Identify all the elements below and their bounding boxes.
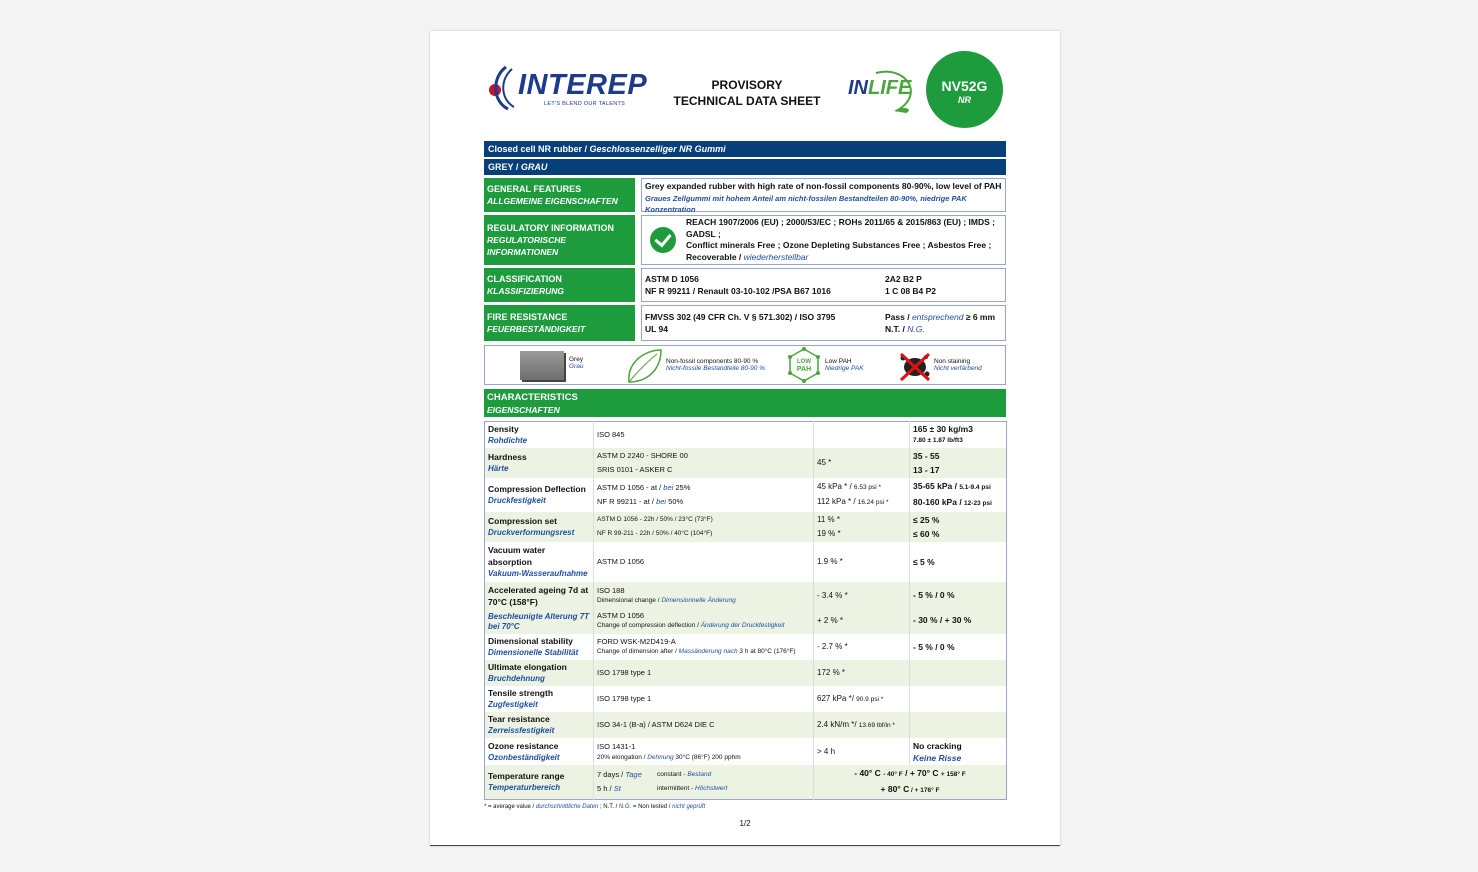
requirement-sub: 7.80 ± 1.87 lb/ft3 — [913, 437, 963, 444]
value-sub: 90.9 psi * — [856, 695, 884, 703]
general-features-value — [641, 178, 1006, 212]
temp-2bde: Höchstwert — [694, 785, 728, 792]
method-b: 25% — [673, 483, 691, 492]
fire-label-en: FIRE RESISTANCE — [487, 312, 568, 322]
method-2: ASTM D 1056 — [597, 610, 645, 620]
table-row — [485, 686, 1007, 712]
cls-label-en: CLASSIFICATION — [487, 274, 562, 284]
value-a: 45 kPa * / — [817, 482, 854, 491]
gf-text-en: Grey expanded rubber with high rate of non-fossil components 80-90%, low level of PAH — [645, 181, 1002, 191]
footnote — [484, 804, 1006, 810]
regulatory-information — [484, 215, 1006, 265]
param-name-de: Ozonbeständigkeit — [488, 752, 560, 762]
fire-label-de: FEUERBESTÄNDIGKEIT — [487, 324, 586, 334]
material-de: Geschlossenzelliger NR Gummi — [589, 144, 726, 154]
param-name-de: Druckverformungsrest — [488, 528, 575, 537]
material-en: Closed cell NR rubber / — [488, 144, 590, 154]
requirement-2: ≤ 60 % — [913, 529, 940, 539]
fire-c2a — [885, 312, 995, 324]
fn-a-de: durchschnittliche Daten — [535, 804, 599, 810]
temp-2de: St — [613, 784, 621, 793]
requirement — [910, 660, 1007, 686]
method: ASTM D 1056 — [594, 542, 814, 582]
value: 45 * — [817, 458, 832, 467]
requirement-2: 13 - 17 — [913, 465, 940, 475]
title-line2: TECHNICAL DATA SHEET — [673, 94, 821, 108]
value: 172 % * — [814, 660, 910, 686]
fire-c2a-en: Pass / — [885, 312, 912, 322]
cls-c2b: 1 C 08 B4 P2 — [885, 285, 937, 296]
value — [814, 422, 910, 449]
method: ASTM D 2240 - SHORE 00 — [597, 451, 688, 460]
method-desc-c: 3 h at 80°C (176°F) — [737, 648, 796, 655]
fn-b: ; N.T. / — [598, 804, 619, 810]
param-name: Compression set — [488, 516, 557, 526]
method: ISO 34-1 (B-a) / ASTM D624 DIE C — [594, 712, 814, 738]
requirement-2 — [913, 495, 1003, 511]
pah-logo-b: PAH — [796, 366, 812, 373]
table-row — [485, 765, 1007, 800]
classification-value — [641, 268, 1006, 302]
inlife-logo — [846, 65, 924, 115]
requirement: 35 - 55 — [913, 451, 940, 461]
requirement-2: - 30 % / + 30 % — [913, 615, 972, 625]
value-sub: 6.53 psi * — [853, 484, 882, 491]
fire-c2b-de: N.G. — [907, 323, 925, 334]
table-row — [485, 512, 1007, 542]
temp-s1b: + 158° F — [940, 771, 966, 778]
gf-label-en: GENERAL FEATURES — [487, 184, 582, 194]
param-name: Tensile strength — [488, 688, 554, 698]
method — [597, 481, 810, 495]
requirement: 165 ± 30 kg/m3 — [913, 424, 973, 434]
gf-label-de: ALLGEMEINE EIGENSCHAFTEN — [487, 196, 618, 206]
param-name: Dimensional stability — [488, 636, 574, 646]
table-row — [485, 422, 1007, 449]
reg-line3 — [686, 252, 1002, 264]
grey-en: Grey — [569, 356, 584, 363]
reg-line3-en: Recoverable / — [686, 251, 744, 262]
method-2-desc-en: Change of compression deflection / — [597, 621, 701, 629]
param-name-de: Druckfestigkeit — [488, 496, 546, 505]
method-desc-de: Massänderung nach — [678, 648, 738, 655]
method: ISO 1798 type 1 — [594, 660, 814, 686]
reg-line1: REACH 1907/2006 (EU) ; 2000/53/EC ; ROHs 2011/65 & 2015/863 (EU) ; IMDS ; GADSL ; — [686, 217, 995, 239]
header — [484, 31, 1006, 139]
method: ISO 1431-1 — [597, 741, 636, 751]
param-name-de: Beschleunigte Alterung 7T bei 70°C — [488, 612, 590, 631]
param-name: Hardness — [488, 452, 527, 462]
fn-b-de: N.G. — [618, 804, 632, 810]
logo-word: INTEREP — [518, 69, 648, 101]
param-name: Ultimate elongation — [488, 662, 567, 672]
param-name-de: Dimensionelle Stabilität — [488, 648, 579, 657]
method-desc-en: Dimensional change / — [597, 596, 662, 604]
pah-en: Low PAH — [825, 358, 852, 365]
fire-c1a: FMVSS 302 (49 CFR Ch. V § 571.302) / ISO 3795 — [645, 312, 836, 322]
param-name: Tear resistance — [488, 714, 550, 724]
check-icon — [650, 227, 676, 253]
param-name: Ozone resistance — [488, 740, 559, 751]
fn-c-de: nicht geprüft — [672, 804, 706, 810]
param-name-de: Vakuum-Wasseraufnahme — [488, 569, 588, 578]
property-icons — [484, 345, 1006, 385]
value-2a: 112 kPa * / — [817, 497, 858, 506]
color-de: GRAU — [520, 162, 548, 172]
method-2de: bei — [656, 497, 667, 506]
icon-stain-label — [934, 358, 982, 372]
value: - 2.7 % * — [814, 634, 910, 660]
temp-s2: / + 176° F — [909, 787, 940, 794]
method-2 — [597, 495, 810, 509]
value — [817, 480, 906, 495]
nonfossil-de: Nicht-fossile Bestandteile 80-90 % — [666, 365, 765, 372]
value-2 — [817, 495, 906, 510]
title-line1: PROVISORY — [711, 78, 783, 92]
fire-c2a-de: entsprechend — [911, 312, 964, 322]
reg-label-en: REGULATORY INFORMATION — [487, 223, 614, 233]
method-2-desc — [597, 621, 810, 631]
characteristics-table — [484, 421, 1007, 800]
fire-resistance — [484, 305, 1006, 341]
param-name: Density — [488, 424, 519, 434]
requirement: - 5 % / 0 % — [913, 642, 955, 652]
param-name-de: Bruchdehnung — [488, 674, 545, 683]
requirement — [913, 479, 1003, 495]
param-name: Accelerated ageing 7d at 70°C (158°F) — [488, 585, 589, 607]
temp-1de: Tage — [625, 770, 642, 779]
doc-title — [672, 77, 822, 109]
grey-de: Grau — [569, 363, 584, 370]
method-2a: NF R 99211 - at / — [597, 497, 657, 506]
method-desc-en: 20% elongation / — [597, 753, 648, 761]
interep-swoosh-icon — [486, 65, 520, 111]
color-bar — [484, 159, 1006, 175]
pah-de: Niedrige PAK — [825, 365, 864, 372]
cls-c1a: ASTM D 1056 — [645, 274, 699, 284]
requirement-de: Keine Risse — [913, 752, 962, 763]
method-a: ASTM D 1056 - at / — [597, 483, 664, 492]
method: ASTM D 1056 - 22h / 50% / 23°C (73°F) — [597, 516, 713, 523]
requirement — [910, 686, 1007, 712]
param-name: Vacuum water absorption — [488, 545, 546, 567]
table-row — [485, 738, 1007, 765]
req-a: 35-65 kPa / — [913, 481, 960, 491]
method-desc-de: Dimensionnelle Änderung — [661, 596, 736, 604]
icon-nonfossil-label — [666, 358, 765, 372]
requirement: - 5 % / 0 % — [913, 590, 955, 600]
temp-value-2 — [817, 782, 1003, 798]
badge-sub: NR — [958, 95, 971, 105]
value: 1.9 % * — [814, 542, 910, 582]
page-content — [484, 31, 1006, 810]
fire-c2a-val: ≥ 6 mm — [963, 312, 996, 322]
product-badge — [926, 51, 1003, 128]
requirement: ≤ 5 % — [913, 557, 935, 567]
param-name-de: Härte — [488, 464, 509, 473]
color-en: GREY / — [488, 162, 521, 172]
fn-a: * = average value / — [484, 804, 536, 810]
inlife-text-a: IN — [848, 77, 868, 99]
method: ISO 188 — [597, 585, 625, 595]
temp-v1: - 40° C — [854, 768, 881, 778]
method: FORD WSK-M2D419-A — [597, 637, 676, 646]
temp-1a: 7 days / — [597, 770, 626, 779]
req-sub: 5.1-9.4 psi — [959, 484, 991, 491]
table-row — [485, 634, 1007, 660]
temp-s1: - 40° F — [883, 771, 903, 778]
method-desc — [597, 752, 810, 763]
pah-logo-a: LOW — [797, 359, 811, 365]
reg-label-de: REGULATORISCHE INFORMATIONEN — [487, 235, 567, 257]
requirement: ≤ 25 % — [913, 515, 940, 525]
method: ISO 1798 type 1 — [594, 686, 814, 712]
grey-sample-icon — [520, 351, 564, 380]
value: > 4 h — [814, 738, 910, 765]
param-name-de: Temperaturbereich — [488, 783, 561, 792]
inlife-text-b: LIFE — [868, 77, 912, 99]
temp-2b: intermittent - — [657, 785, 695, 792]
value-2: + 2 % * — [817, 616, 844, 625]
logo-tagline: LET'S BLEND OUR TALENTS — [544, 101, 626, 107]
classification — [484, 268, 1006, 302]
general-features — [484, 178, 1006, 212]
temp-v1b: / + 70° C — [902, 768, 939, 778]
fn-c: = Non tested / — [631, 804, 673, 810]
temp-2a: 5 h / — [597, 784, 614, 793]
param-name: Compression Deflection — [488, 484, 586, 494]
inlife-text — [848, 77, 911, 100]
method-2: SRIS 0101 - ASKER C — [597, 465, 673, 474]
icon-grey-label — [569, 356, 583, 370]
value-sub: 13.69 lbf/in * — [858, 721, 895, 729]
cls-c1b: NF R 99211 / Renault 03-10-102 /PSA B67 1016 — [645, 285, 831, 296]
page-number: 1/2 — [739, 819, 751, 828]
leaf-icon — [625, 348, 663, 384]
method-desc — [597, 647, 810, 657]
stain-de: Nicht verfärbend — [934, 365, 982, 372]
fire-label — [484, 305, 635, 341]
stain-en: Non staining — [934, 358, 971, 365]
classification-label — [484, 268, 635, 302]
char-title-de: EIGENSCHAFTEN — [487, 405, 560, 415]
fire-c2b — [885, 324, 995, 336]
gf-text-de: Graues Zellgummi mit hohem Anteil am nicht-fossilen Bestandteilen 80-90%, niedrige PAK Konzentration — [645, 193, 967, 214]
fire-value — [641, 305, 1006, 341]
table-row — [485, 542, 1007, 582]
general-features-label — [484, 178, 635, 212]
method-desc-en: Change of dimension after / — [597, 648, 679, 655]
low-pah-icon — [786, 347, 822, 384]
method-2: NF R 99-211 - 22h / 50% / 40°C (104°F) — [597, 530, 713, 537]
temp-row-2 — [597, 782, 810, 796]
value: 11 % * — [817, 515, 840, 524]
cls-c2a: 2A2 B2 P — [885, 274, 922, 284]
fire-c1b: UL 94 — [645, 323, 668, 334]
param-name-de: Rohdichte — [488, 436, 528, 445]
regulatory-value — [641, 215, 1006, 265]
characteristics-bar — [484, 389, 1006, 417]
reg-line2: Conflict minerals Free ; Ozone Depleting Substances Free ; Asbestos Free ; — [686, 240, 992, 250]
req-2sub: 12-23 psi — [964, 500, 992, 507]
method-de: bei — [663, 483, 674, 492]
method-desc-de: Dehnung — [647, 753, 674, 761]
char-title-en: CHARACTERISTICS — [487, 392, 578, 403]
method: ISO 845 — [594, 422, 814, 449]
temp-1b: constant - — [657, 771, 688, 778]
temp-1bde: Bestand — [687, 771, 712, 778]
value-2sub: 16.24 psi * — [857, 499, 889, 506]
param-name-de: Zerreissfestigkeit — [488, 726, 555, 735]
temp-row-1 — [597, 768, 810, 782]
temp-v2: + 80° C — [880, 784, 910, 794]
fire-c2b-en: N.T. / — [885, 323, 908, 334]
icon-pah-label — [825, 358, 864, 372]
nonfossil-en: Non-fossil components 80-90 % — [666, 358, 759, 365]
table-row — [485, 660, 1007, 686]
table-row — [485, 582, 1007, 634]
badge-code: NV52G — [941, 78, 988, 94]
value: - 3.4 % * — [817, 591, 848, 600]
document-page — [430, 31, 1060, 846]
material-bar — [484, 141, 1006, 157]
requirement: No cracking — [913, 740, 962, 751]
regulatory-label — [484, 215, 635, 265]
param-name-de: Zugfestigkeit — [488, 700, 538, 709]
value-2: 19 % * — [817, 529, 841, 538]
temp-value-1 — [817, 766, 1003, 782]
value-a: 2.4 kN/m */ — [817, 719, 859, 729]
interep-logo — [486, 65, 648, 111]
non-staining-icon — [897, 350, 933, 382]
reg-line3-de: wiederherstellbar — [743, 251, 809, 262]
table-row — [485, 478, 1007, 512]
method-2-desc-de: Änderung der Druckfestigkeit — [700, 621, 785, 629]
param-name: Temperature range — [488, 771, 565, 781]
value-a: 627 kPa */ — [817, 693, 857, 703]
req-2a: 80-160 kPa / — [913, 497, 965, 507]
requirement — [910, 712, 1007, 738]
method-desc — [597, 596, 810, 606]
method-2b: 50% — [666, 497, 684, 506]
table-row — [485, 448, 1007, 478]
method-desc-c: 30°C (86°F) 200 pphm — [673, 753, 741, 761]
table-row — [485, 712, 1007, 738]
cls-label-de: KLASSIFIZIERUNG — [487, 286, 564, 296]
